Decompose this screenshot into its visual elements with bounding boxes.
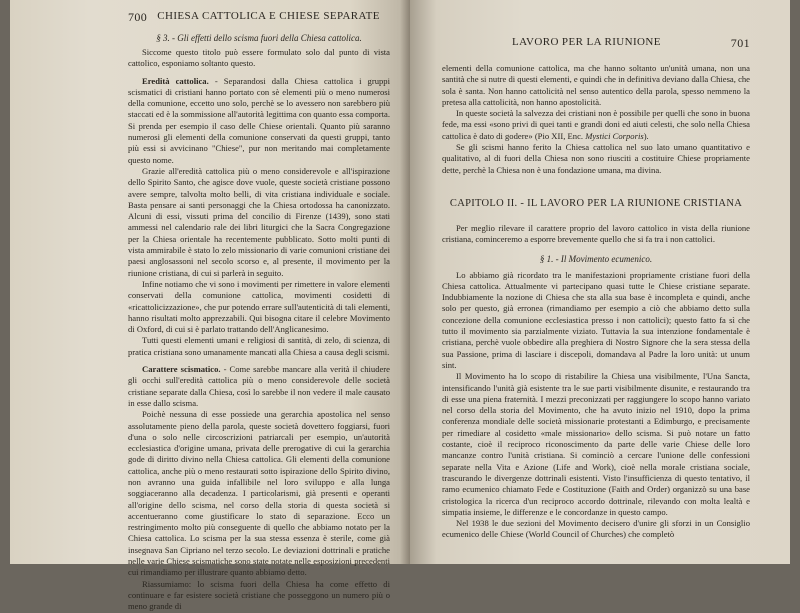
right-page xyxy=(410,0,790,564)
page-number: 700 xyxy=(128,10,148,24)
citation: Mystici Corporis xyxy=(585,130,644,141)
paragraph-heading: Eredità cattolica. xyxy=(142,75,209,86)
left-page xyxy=(10,0,410,612)
running-title: LAVORO PER LA RIUNIONE xyxy=(511,36,661,48)
paragraph-heading: Carattere scismatico. xyxy=(142,364,221,375)
right-running-head xyxy=(442,36,750,51)
paragraph: Nel 1938 le due sezioni del Movimento decisero d'unire gli sforzi in un Consiglio ecumenico delle Chiese (World Council of Churches) che completò xyxy=(442,518,750,540)
paragraph: Tutti questi elementi umani e religiosi di santità, di zelo, di scienza, di pratica cristiana sono umanamente mancati alla Chiesa a causa degli scismi. xyxy=(128,335,390,357)
section-heading: § 1. - Il Movimento ecumenico. xyxy=(539,253,653,264)
paragraph-text: - Separandosi dalla Chiesa cattolica i gruppi scismatici di cristiani hanno portato con sè elementi più o meno numerosi della comunione, eccetto uno solo, perchè se lo avessero non sarebbero più staccati ed è la sommissione all'autorità legittima con quanto essa comporta. Si prenda per esempio il caso delle Chiese orientali. Quanto più saranno numerosi gli elementi della comunione conservati da questi gruppi, tanto più essi si avvicinano "Chiese", pur non meritando mai completamente questo nome. xyxy=(128,75,390,165)
paragraph: Riassumiamo: lo scisma fuori della Chiesa ha come effetto di continuare e far esistere società cristiane che posseggono un numero più o meno grande di xyxy=(128,578,390,612)
paragraph xyxy=(128,364,390,409)
left-running-head xyxy=(128,10,390,25)
book-spread xyxy=(10,0,790,612)
paragraph: Per meglio rilevare il carattere proprio del lavoro cattolico in vista della riunione cristiana, cominceremo a esporre brevemente quello che si fa tra i non cattolici. xyxy=(442,222,750,245)
paragraph: Se gli scismi hanno ferito la Chiesa cattolica nel suo lato umano quantitativo e qualitativo, al di fuori della Chiesa non sono riusciti a costituire Chiese propriamente dette, perchè la Chiesa non è una fondazione umana, ma divina. xyxy=(442,142,750,175)
paragraph xyxy=(128,76,390,166)
paragraph xyxy=(442,108,750,142)
paragraph: Lo abbiamo già ricordato tra le manifestazioni propriamente cristiane fuori della Chiesa cattolica. Attualmente vi partecipano quasi tutte le Chiese cristiane separate. Indubbiamente la nozione di Chiesa che sta alla sua base è incompleta e quindi, anche solo per questo, già erronea (rimandiamo per esempio a ciò che abbiamo detto sulla concezione della comunione ecclesiastica presso i non cattolici); questo fatto fa sì che tutto il movimento sia parzialmente viziato. Tuttavia la sua intenzione fondamentale è cristiana, perchè vuole obbedire alla preghiera di Nostro Signore che la sera stessa della sua Passione, prima di lasciare i discepoli, domandava al Padre la loro unità: ut unum sint. xyxy=(442,269,750,370)
page-number: 701 xyxy=(730,36,750,50)
paragraph: elementi della comunione cattolica, ma che hanno soltanto un'unità umana, non una santità che si nutre di questi elementi, e quindi che in definitiva deviano dalla Chiesa, che sola è santa. Non hanno cattolicità nel senso autentico della parola, spesso nemmeno la pretesa alla cattolicità, non hanno apostolicità. xyxy=(442,63,750,107)
paragraph-text: - Come sarebbe mancare alla verità il chiudere gli occhi sull'eredità cattolica più o meno considerevole delle società cristiane separate dalla Chiesa, così lo sarebbe il non vedere il male causato in esse dallo scisma. xyxy=(128,364,390,408)
paragraph: Infine notiamo che vi sono i movimenti per rimettere in valore elementi conservati della comunione cattolica, movimenti cosidetti di «ricattolicizzazione», che pur potendo errare sull'autenticità di tali elementi, hanno risultati molto apprezzabili. Qui bisogna citare il celebre Movimento di Oxford, di cui si è parlato trattando dell'Anglicanesimo. xyxy=(128,278,390,335)
paragraph: Poichè nessuna di esse possiede una gerarchia apostolica nel senso assolutamente pieno della parola, queste società dovettero foggiarsi, fuori d'una o solo nelle circoscrizioni patriarcali per esempio, un'autorità ecclesiastica d'origine umana, privata delle prerogative di cui la gerarchia gode di diritto divino nella Chiesa cattolica. Gli elementi della comunione cattolica, anche più o meno restaurati sotto ispirazione dello Spirito divino, non avranno una guida infallibile nel loro sviluppo e alla lunga soggiaceranno alla decadenza. I particolarismi, già presenti e operanti all'origine dello scisma, nel corso della storia di questa società si accentueranno come giustificare lo stato di separazione. Ecco un restringimento molto più conseguente di quello che abbiamo notato per la Chiesa cattolica. Lo scisma per la sua stessa essenza è sterile, come già insegnava San Cipriano nel terzo secolo. Le deviazioni dottrinali e pratiche nelle varie Chiese scismatiche sono state notate nelle esposizioni precedenti cui rimandiamo per illustrare quanto abbiamo detto. xyxy=(128,409,390,578)
chapter-title: CAPITOLO II. - IL LAVORO PER LA RIUNIONE CRISTIANA xyxy=(449,197,743,209)
paragraph: Siccome questo titolo può essere formulato solo dal punto di vista cattolico, esponiamo soltanto questo. xyxy=(128,47,390,69)
paragraph-text: ). xyxy=(643,130,649,141)
paragraph: Il Movimento ha lo scopo di ristabilire la Chiesa una visibilmente, l'Una Sancta, intensificando l'unità già esistente tra le sue parti visibilmente disunite, e restaurando tra di esse una piena fraternità. I mezzi preconizzati per raggiungere lo scopo hanno variato nel corso della storia del Movimento, che ha avuto inizio nel 1910, dopo la prima conferenza mondiale delle società missionarie protestanti a Edimburgo, e precisamente per rimediare al cosidetto «male missionario» dello scisma. Si può notare un fatto costante, cioè il reciproco riconoscimento da parte delle varie Chiese delle loro mancanze contro l'unità cristiana. Si cominciò a cercare l'unione delle confessioni separate nella Vita e Azione (Life and Work), cioè nella morale cristiana sociale, trascurando le divergenze dottrinali esistenti. Visto l'insufficienza di questo tentativo, il ramo ecumenico chiamato Fede e Costituzione (Faith and Order) organizzò su una base cristologica la ricerca d'un reciproco accordo dottrinale, rilevando con molta lealtà e simpatia insieme, le differenze e le concordanze in questo campo. xyxy=(442,371,750,517)
paragraph-text: In queste società la salvezza dei cristiani non è possibile per quelli che sono in buona fede, ma essi «sono privi di quei tanti e grandi doni ed aiuti celesti, che solo nella Chiesa cattolica è dato di godere» (Pio XII, Enc. xyxy=(442,108,750,141)
paragraph: Grazie all'eredità cattolica più o meno considerevole e all'ispirazione dello Spirito Santo, che agisce dove vuole, queste società cristiane possono avere sempre, talvolta molto belli, di vita cristiana individuale e sociale. Basta pensare ai santi personaggi che la Chiesa ortodossa ha canonizzato. Alcuni di essi, vissuti prima del concilio di Firenze (1439), sono stati ammessi nel calendario rale dei libri liturgici che la Sacra Congregazione per la Chiesa orientale ha recentemente pubblicato. Sotto molti punti di vista ammirabile è stato lo zelo missionario di varie comunioni cristiane dei paesi anglosassoni nel secolo scorso e, al presente, il movimento per la riunione cristiana, di cui si parlerà in seguito. xyxy=(128,165,390,278)
running-title: CHIESA CATTOLICA E CHIESE SEPARATE xyxy=(157,10,380,22)
section-heading: § 3. - Gli effetti dello scisma fuori della Chiesa cattolica. xyxy=(156,33,362,43)
